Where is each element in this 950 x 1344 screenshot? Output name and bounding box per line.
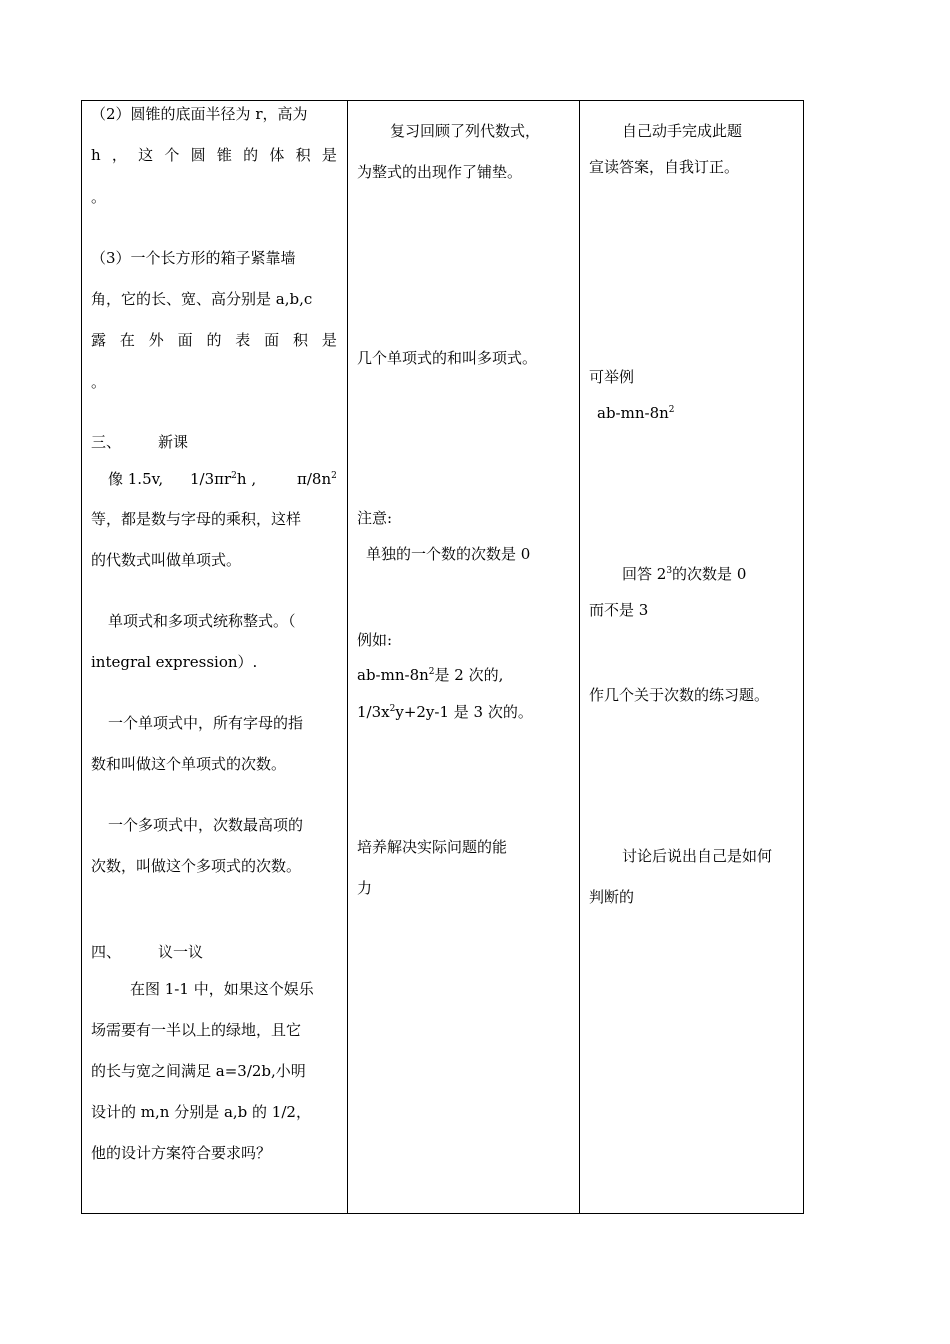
answer-line1: 回答 $2^3$的次数是 0 bbox=[622, 565, 747, 583]
section4-title: 议一议 bbox=[158, 943, 204, 961]
column-divider-1 bbox=[347, 101, 348, 1213]
q3-line3 bbox=[91, 330, 337, 350]
section3-number: 三、 bbox=[91, 433, 122, 451]
justified-char: h bbox=[91, 146, 101, 164]
justified-char: 在 bbox=[119, 331, 135, 349]
justified-char: ， bbox=[111, 146, 127, 164]
justified-char: 的 bbox=[243, 146, 259, 164]
self-check-line2: 宣读答案，自我订正。 bbox=[589, 158, 740, 176]
self-check-line1: 自己动手完成此题 bbox=[622, 122, 743, 140]
justified-char: 外 bbox=[148, 331, 164, 349]
q3-line1: （3）一个长方形的箱子紧靠墙 bbox=[91, 249, 296, 267]
q2-line3: 。 bbox=[91, 188, 107, 206]
monomial-degree-line1: 一个单项式中，所有字母的指 bbox=[108, 714, 304, 732]
justified-char: 是 bbox=[321, 146, 337, 164]
justified-char: 露 bbox=[91, 331, 107, 349]
q3-line4: 。 bbox=[91, 373, 107, 391]
discussion-line5: 他的设计方案符合要求吗？ bbox=[91, 1144, 272, 1162]
justified-char: 是 bbox=[321, 331, 337, 349]
ability-line2: 力 bbox=[357, 879, 373, 897]
q3-line2: 角，它的长、宽、高分别是 a,b,c bbox=[91, 290, 313, 308]
justified-char: 锥 bbox=[216, 146, 232, 164]
give-example-label: 可举例 bbox=[589, 368, 635, 386]
monomial-example-b: $1/3\pi r^2h$ , bbox=[190, 470, 257, 488]
integral-def-line1: 单项式和多项式统称整式。（ bbox=[108, 612, 296, 630]
justified-char: 体 bbox=[269, 146, 285, 164]
review-line1: 复习回顾了列代数式， bbox=[390, 122, 541, 140]
example-1: $ab-mn-8n^2$是 2 次的, bbox=[357, 666, 504, 684]
note-text: 单独的一个数的次数是 0 bbox=[366, 545, 531, 563]
note-label: 注意: bbox=[357, 509, 393, 527]
justified-char: 积 bbox=[295, 146, 311, 164]
column-divider-2 bbox=[579, 101, 580, 1213]
q2-line1: （2）圆锥的底面半径为 r，高为 bbox=[91, 105, 308, 123]
discussion-line2: 场需要有一半以上的绿地，且它 bbox=[91, 1021, 302, 1039]
monomial-example-c: $\pi/8n^2$ bbox=[297, 470, 337, 488]
polynomial-degree-line1: 一个多项式中，次数最高项的 bbox=[108, 816, 304, 834]
example-2: $1/3x^2y+2y-1$ 是 3 次的。 bbox=[357, 703, 533, 721]
practice-text: 作几个关于次数的练习题。 bbox=[589, 686, 770, 704]
monomial-def-line3: 的代数式叫做单项式。 bbox=[91, 551, 242, 569]
example-label: 例如: bbox=[357, 631, 393, 649]
review-line2: 为整式的出现作了铺垫。 bbox=[357, 163, 523, 181]
discussion-line1: 在图 1-1 中，如果这个娱乐 bbox=[130, 980, 314, 998]
justified-char: 的 bbox=[206, 331, 222, 349]
monomial-degree-line2: 数和叫做这个单项式的次数。 bbox=[91, 755, 287, 773]
discuss-line2: 判断的 bbox=[589, 888, 635, 906]
justified-char: 个 bbox=[164, 146, 180, 164]
discuss-line1: 讨论后说出自己是如何 bbox=[622, 847, 773, 865]
ability-line1: 培养解决实际问题的能 bbox=[357, 838, 508, 856]
polynomial-definition: 几个单项式的和叫多项式。 bbox=[357, 349, 538, 367]
q2-line2 bbox=[91, 145, 337, 165]
polynomial-degree-line2: 次数，叫做这个多项式的次数。 bbox=[91, 857, 302, 875]
section3-title: 新课 bbox=[158, 433, 189, 451]
answer-line2: 而不是 3 bbox=[589, 601, 649, 619]
justified-char: 面 bbox=[264, 331, 280, 349]
discussion-line3: 的长与宽之间满足 a=3/2b,小明 bbox=[91, 1062, 306, 1080]
integral-def-line2: integral expression）. bbox=[91, 653, 258, 671]
discussion-line4: 设计的 m,n 分别是 a,b 的 1/2， bbox=[91, 1103, 311, 1121]
monomial-def-line2: 等，都是数与字母的乘积，这样 bbox=[91, 510, 302, 528]
justified-char: 面 bbox=[177, 331, 193, 349]
justified-char: 这 bbox=[138, 146, 154, 164]
section4-number: 四、 bbox=[91, 943, 122, 961]
justified-char: 表 bbox=[235, 331, 251, 349]
justified-char: 积 bbox=[293, 331, 309, 349]
give-example-expr: $ab-mn-8n^2$ bbox=[597, 404, 675, 422]
monomial-example-a: 像 1.5v, bbox=[108, 470, 164, 488]
justified-char: 圆 bbox=[190, 146, 206, 164]
